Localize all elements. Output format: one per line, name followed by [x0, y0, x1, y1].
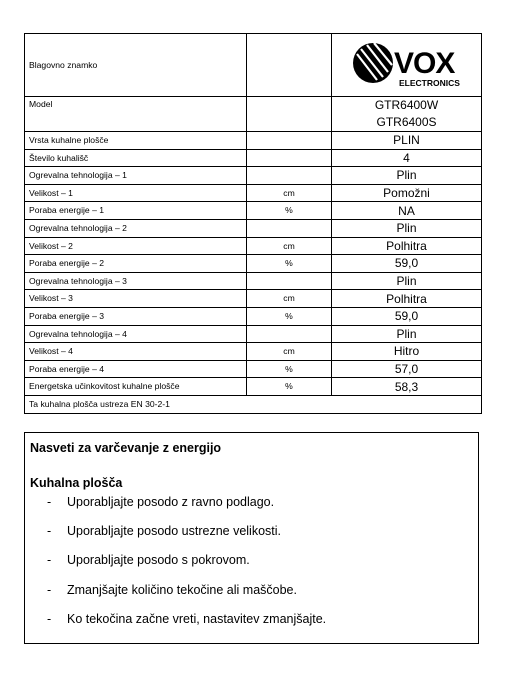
- model-unit-cell: [247, 97, 332, 132]
- model-value-2: GTR6400S: [376, 115, 437, 129]
- spec-label: Velikost – 1: [25, 184, 247, 202]
- spec-label: Ogrevalna tehnologija – 2: [25, 219, 247, 237]
- spec-value: Plin: [332, 167, 482, 185]
- spec-row: [25, 219, 482, 237]
- spec-value: Polhitra: [332, 290, 482, 308]
- model-label: Model: [25, 97, 247, 132]
- spec-unit: %: [247, 378, 332, 396]
- spec-label: Velikost – 4: [25, 343, 247, 361]
- vox-globe-icon: [353, 43, 393, 83]
- spec-label: Vrsta kuhalne plošče: [25, 132, 247, 150]
- spec-row: [25, 132, 482, 150]
- spec-row: [25, 237, 482, 255]
- spec-row: [25, 360, 482, 378]
- model-values: [332, 97, 482, 132]
- spec-label: Poraba energije – 4: [25, 360, 247, 378]
- bullet-dash: -: [47, 611, 52, 626]
- model-row: [25, 97, 482, 132]
- logo-text: VOX: [393, 47, 454, 80]
- spec-unit: [247, 219, 332, 237]
- spec-value: Hitro: [332, 343, 482, 361]
- energy-spec-table: [24, 33, 482, 414]
- list-item: [47, 553, 326, 582]
- tip-text: Uporabljajte posodo z ravno podlago.: [67, 495, 275, 509]
- spec-unit: %: [247, 360, 332, 378]
- brand-logo-cell: [332, 34, 482, 97]
- tips-title: Nasveti za varčevanje z energijo: [30, 441, 222, 455]
- spec-value: 59,0: [332, 307, 482, 325]
- tip-text: Uporabljajte posodo s pokrovom.: [67, 553, 250, 568]
- tips-subtitle: Kuhalna plošča: [30, 476, 123, 490]
- spec-row: [25, 202, 482, 220]
- spec-value: Pomožni: [332, 184, 482, 202]
- spec-row: [25, 307, 482, 325]
- logo-subtext: ELECTRONICS: [398, 78, 460, 88]
- spec-unit: [247, 149, 332, 167]
- spec-row: [25, 149, 482, 167]
- spec-unit: %: [247, 202, 332, 220]
- model-value-1: GTR6400W: [374, 98, 439, 113]
- bullet-dash: -: [47, 582, 52, 597]
- spec-row: [25, 184, 482, 202]
- spec-label: Ogrevalna tehnologija – 3: [25, 272, 247, 290]
- brand-unit-cell: [247, 34, 332, 97]
- spec-value: 58,3: [332, 378, 482, 396]
- spec-unit: [247, 325, 332, 343]
- bullet-dash: -: [47, 524, 52, 539]
- spec-unit: cm: [247, 237, 332, 255]
- spec-value: Plin: [332, 325, 482, 343]
- list-item: [47, 583, 326, 612]
- spec-label: Velikost – 3: [25, 290, 247, 308]
- spec-label: Poraba energije – 1: [25, 202, 247, 220]
- spec-row: [25, 272, 482, 290]
- tip-text: Zmanjšajte količino tekočine ali maščobe.: [67, 582, 297, 597]
- spec-value: 4: [332, 149, 482, 167]
- spec-label: Velikost – 2: [25, 237, 247, 255]
- bullet-dash: -: [47, 495, 52, 509]
- spec-unit: [247, 132, 332, 150]
- vox-logo: [351, 40, 463, 90]
- spec-label: Poraba energije – 3: [25, 307, 247, 325]
- list-item: [47, 612, 326, 641]
- tip-text: Uporabljajte posodo ustrezne velikosti.: [67, 524, 282, 539]
- spec-value: PLIN: [332, 132, 482, 150]
- spec-row: [25, 167, 482, 185]
- standard-text: Ta kuhalna plošča ustreza EN 30-2-1: [25, 395, 482, 413]
- spec-label: Poraba energije – 2: [25, 255, 247, 273]
- spec-value: Plin: [332, 272, 482, 290]
- spec-unit: [247, 167, 332, 185]
- bullet-dash: -: [47, 553, 52, 568]
- spec-unit: cm: [247, 184, 332, 202]
- standard-row: [25, 395, 482, 413]
- spec-value: 57,0: [332, 360, 482, 378]
- spec-unit: %: [247, 307, 332, 325]
- spec-unit: %: [247, 255, 332, 273]
- spec-value: 59,0: [332, 255, 482, 273]
- spec-value: NA: [332, 202, 482, 220]
- spec-label: Ogrevalna tehnologija – 4: [25, 325, 247, 343]
- brand-row: [25, 34, 482, 97]
- brand-label: Blagovno znamko: [25, 34, 247, 97]
- spec-row: [25, 325, 482, 343]
- tip-text: Ko tekočina začne vreti, nastavitev zmanjšajte.: [67, 611, 327, 626]
- spec-label: Ogrevalna tehnologija – 1: [25, 167, 247, 185]
- spec-unit: cm: [247, 290, 332, 308]
- spec-unit: cm: [247, 343, 332, 361]
- spec-row: [25, 343, 482, 361]
- spec-row: [25, 255, 482, 273]
- list-item: [47, 524, 326, 553]
- spec-row: [25, 290, 482, 308]
- spec-label: Energetska učinkovitost kuhalne plošče: [25, 378, 247, 396]
- list-item: [47, 495, 326, 524]
- spec-unit: [247, 272, 332, 290]
- spec-value: Plin: [332, 219, 482, 237]
- spec-label: Število kuhališč: [25, 149, 247, 167]
- spec-row: [25, 378, 482, 396]
- spec-value: Polhitra: [332, 237, 482, 255]
- energy-saving-tips-box: [24, 432, 479, 644]
- tips-list: [47, 495, 326, 641]
